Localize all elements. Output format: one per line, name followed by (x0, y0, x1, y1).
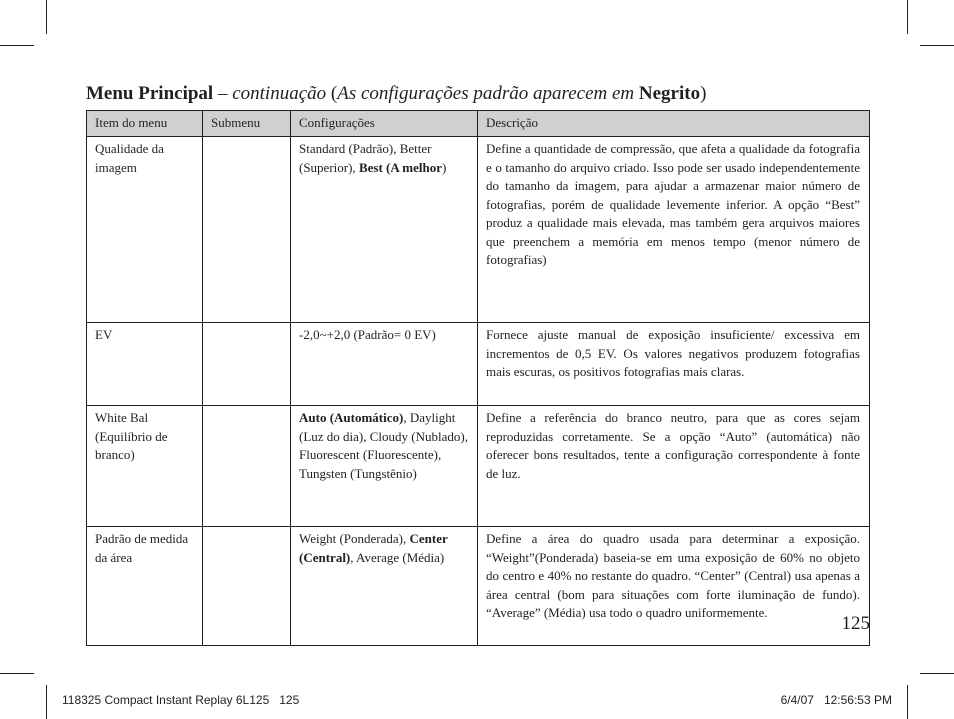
settings-table (86, 110, 870, 646)
table-row (87, 406, 870, 527)
table-header-row (87, 111, 870, 137)
table-row (87, 527, 870, 646)
column-header: Descrição (478, 111, 870, 137)
title-note-bold: Negrito (634, 83, 701, 104)
crop-mark (907, 685, 908, 719)
crop-mark (46, 0, 47, 34)
cell-settings: Weight (Ponderada), Center (Central), Average (Média) (291, 527, 478, 646)
cell-item: Padrão de medida da área (87, 527, 203, 646)
cell-description: Define a área do quadro usada para determinar a exposição. “Weight”(Ponderada) baseia-se em uma exposição de 60% no objeto do centro e 40% no restante do quadro. “Center” (Central) usa apenas a área central (bom para situações com forte iluminação de fundo). “Average” (Média) usa todo o quadro uniformemente. (478, 527, 870, 646)
cell-item: EV (87, 323, 203, 406)
cell-submenu (203, 406, 291, 527)
cell-submenu (203, 137, 291, 323)
crop-mark (0, 45, 34, 46)
title-note: As configurações padrão aparecem em (337, 83, 635, 104)
crop-mark (46, 685, 47, 719)
cell-settings: -2,0~+2,0 (Padrão= 0 EV) (291, 323, 478, 406)
table-row (87, 137, 870, 323)
cell-submenu (203, 323, 291, 406)
print-slug-left: 118325 Compact Instant Replay 6L125 125 (62, 693, 300, 707)
crop-mark (0, 673, 34, 674)
title-paren-close: ) (700, 83, 707, 104)
print-slug-right: 6/4/07 12:56:53 PM (780, 693, 892, 707)
page-number: 125 (841, 613, 870, 634)
column-header: Configurações (291, 111, 478, 137)
cell-settings: Auto (Automático), Daylight (Luz do dia), Cloudy (Nublado), Fluorescent (Fluorescente), Tungsten (Tungstênio) (291, 406, 478, 527)
section-title (86, 82, 876, 106)
cell-item: Qualidade da imagem (87, 137, 203, 323)
column-header: Item do menu (87, 111, 203, 137)
table-row (87, 323, 870, 406)
column-header: Submenu (203, 111, 291, 137)
cell-description: Fornece ajuste manual de exposição insuficiente/ excessiva em incrementos de 0,5 EV. Os valores negativos produzem fotografias mais escuras, os positivos fotografias mais claras. (478, 323, 870, 406)
title-dash: – (213, 83, 233, 104)
crop-mark (920, 673, 954, 674)
crop-mark (920, 45, 954, 46)
cell-submenu (203, 527, 291, 646)
cell-description: Define a quantidade de compressão, que afeta a qualidade da fotografia e o tamanho do arquivo criado. Isso pode ser usado independentemente do tamanho da imagem, para ajudar a armazenar maior número de fotografias, porém de qualidade levemente inferior. A opção “Best” produz a qualidade mais elevada, mas também gera arquivos maiores que preenchem a memória em menos tempo (menor número de fotografias) (478, 137, 870, 323)
title-continuation: continuação (232, 83, 327, 104)
title-main: Menu Principal (86, 83, 214, 104)
cell-item: White Bal (Equilíbrio de branco) (87, 406, 203, 527)
title-paren-open: ( (326, 83, 338, 104)
cell-settings: Standard (Padrão), Better (Superior), Best (A melhor) (291, 137, 478, 323)
crop-mark (907, 0, 908, 34)
cell-description: Define a referência do branco neutro, para que as cores sejam reproduzidas corretamente. Se a opção “Auto” (automática) não oferecer bons resultados, tente a configuração correspondente à fonte de luz. (478, 406, 870, 527)
